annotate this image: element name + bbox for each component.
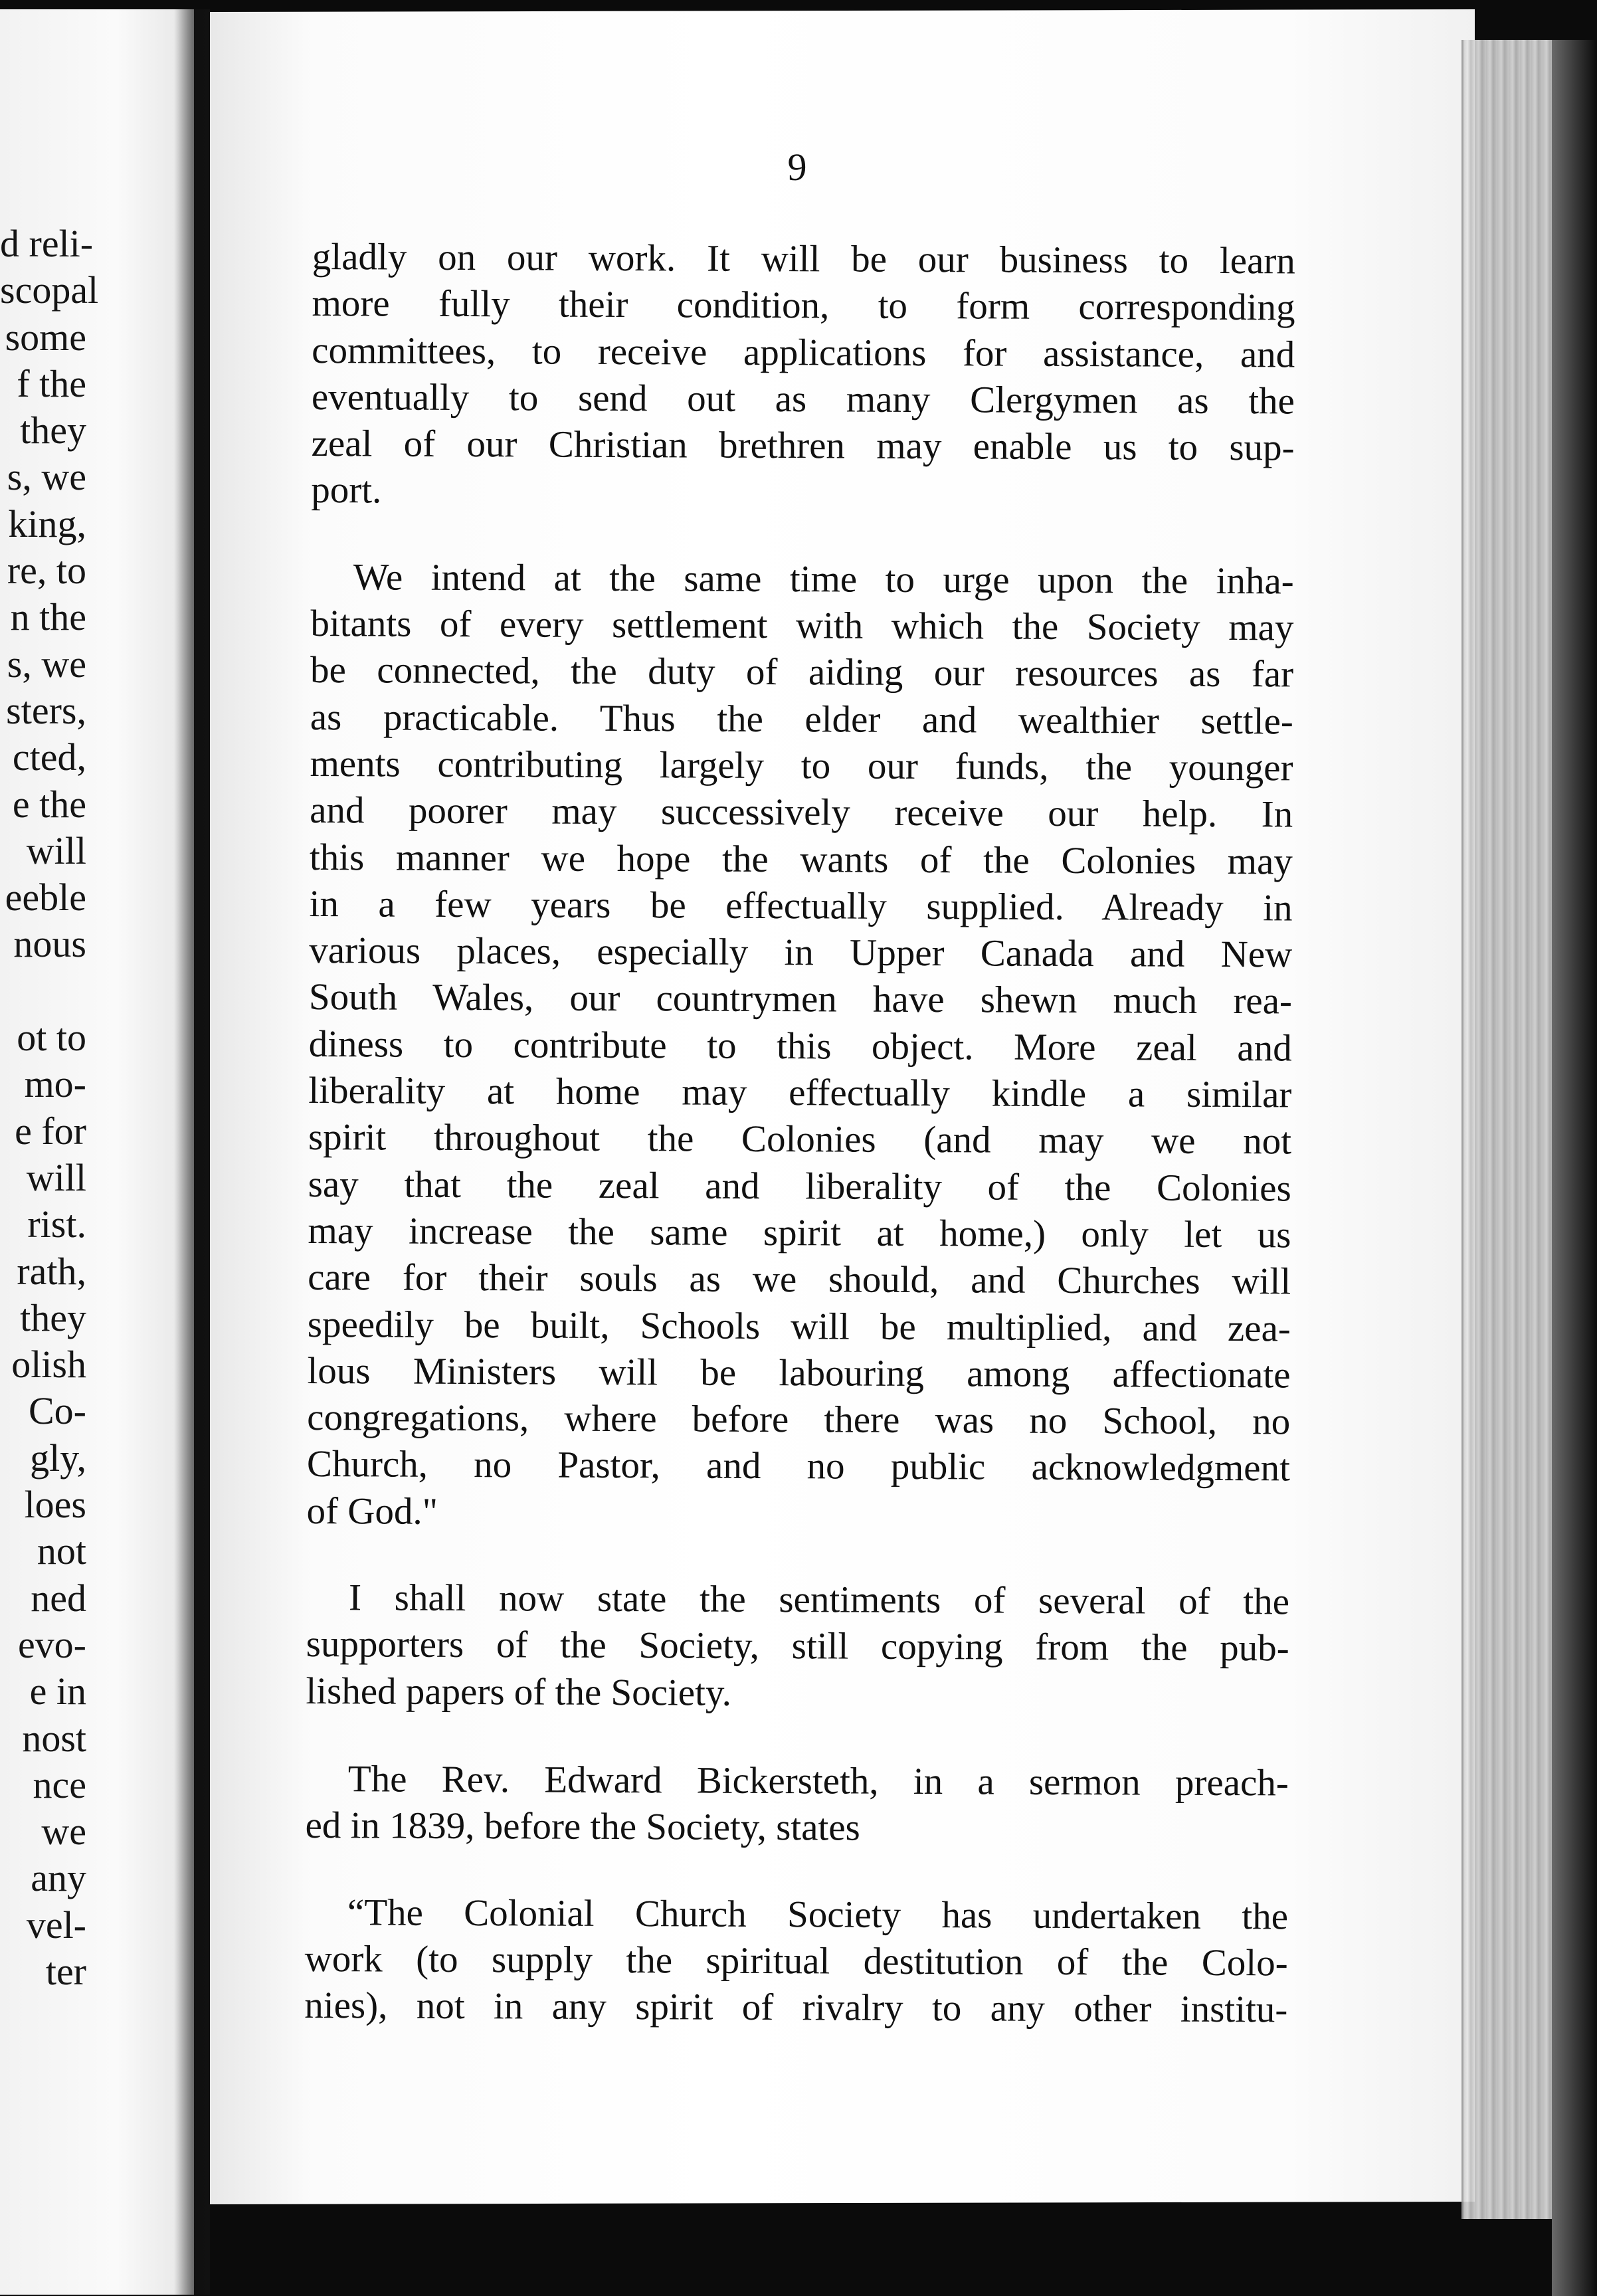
previous-page-fragment-line: sters, <box>6 688 86 732</box>
text-line: I shall now state the sentiments of several of the <box>348 1577 1290 1623</box>
text-line: speedily be built, Schools will be multiplied, and zea- <box>307 1303 1291 1349</box>
text-line: port. <box>311 469 382 512</box>
text-line: committees, to receive applications for assistance, and <box>312 329 1295 376</box>
text-line: eventually to send out as many Clergymen as the <box>311 375 1295 423</box>
text-line: bitants of every settlement with which the Society may <box>310 603 1294 649</box>
previous-page-fragment-line: e the <box>12 782 86 826</box>
page-number: 9 <box>787 145 807 189</box>
previous-page-fragment-line: rath, <box>17 1249 86 1293</box>
previous-page-fragment-line: d reli- <box>0 222 94 265</box>
previous-page-fragment-line: e for <box>15 1109 86 1153</box>
text-line: of God." <box>306 1489 438 1533</box>
previous-page-fragment-line: vel- <box>26 1903 86 1947</box>
previous-page-fragment-line: ned <box>31 1576 86 1620</box>
paragraph-gap <box>311 514 1294 558</box>
text-line: say that the zeal and liberality of the Colonies <box>308 1163 1291 1210</box>
paragraph-quotation <box>304 1889 1288 2033</box>
previous-page-fragment-line: nost <box>22 1716 86 1760</box>
text-line: congregations, where before there was no School, no <box>307 1396 1291 1443</box>
previous-page-fragment-line: ter <box>45 1949 86 1993</box>
text-line: work (to supply the spiritual destitution of the Colo- <box>304 1937 1288 1984</box>
previous-page-fragment-line: loes <box>24 1483 86 1527</box>
text-line: ments contributing largely to our funds, the younger <box>310 742 1293 789</box>
page-edge-shadow <box>1552 40 1597 2296</box>
gutter-shadow <box>174 9 210 2295</box>
paragraph-intent <box>306 554 1293 1539</box>
page-edge-stack <box>1461 40 1556 2219</box>
previous-page-fragment-line: s, we <box>7 642 86 686</box>
text-line: zeal of our Christian brethren may enable us to sup- <box>311 423 1295 469</box>
previous-page-fragment-line: they <box>20 409 86 452</box>
previous-page-fragment-line: f the <box>17 361 86 405</box>
text-line: nies), not in any spirit of rivalry to any other institu- <box>304 1984 1288 2031</box>
previous-page-fragment-line: will <box>26 1155 86 1199</box>
text-line: lous Ministers will be labouring among affectionate <box>307 1349 1291 1396</box>
text-line: care for their souls as we should, and Churches will <box>308 1256 1291 1303</box>
paragraph-sentiments <box>306 1575 1289 1719</box>
paragraph-continuation <box>311 234 1295 518</box>
previous-page-fragment-line: king, <box>8 502 86 545</box>
text-line: and poorer may successively receive our help. In <box>310 789 1293 836</box>
previous-page-fragment-line: gly, <box>30 1436 86 1480</box>
text-line: in a few years be effectually supplied. Already in <box>309 882 1293 929</box>
paragraph-gap <box>306 1715 1289 1760</box>
previous-page-fragment-line: nous <box>13 922 86 966</box>
page-body-text <box>304 234 1295 2034</box>
previous-page-fragment-line: ot to <box>17 1016 86 1060</box>
previous-page-fragment-line: Co- <box>29 1389 86 1433</box>
previous-page-fragment-line: they <box>20 1295 86 1339</box>
text-line: We intend at the same time to urge upon the inha- <box>353 556 1294 603</box>
text-line: Church, no Pastor, and no public acknowledgment <box>306 1443 1291 1489</box>
paragraph-bickersteth <box>305 1756 1289 1854</box>
text-line: more fully their condition, to form corresponding <box>312 282 1295 329</box>
text-line: lished papers of the Society. <box>306 1670 732 1714</box>
previous-page-fragment-line: any <box>31 1856 86 1900</box>
text-line: The Rev. Edward Bickersteth, in a sermon preach- <box>347 1758 1289 1804</box>
previous-page-fragment-line: re, to <box>7 549 86 593</box>
text-line: diness to contribute to this object. More zeal and <box>308 1022 1292 1070</box>
previous-page-fragment-line: n the <box>10 595 86 639</box>
paragraph-gap <box>306 1535 1289 1578</box>
text-line: may increase the same spirit at home,) only let us <box>308 1209 1291 1256</box>
text-line: various places, especially in Upper Canada and New <box>309 929 1293 976</box>
previous-page-fragment-line: some <box>5 315 86 359</box>
paragraph-gap <box>305 1849 1288 1893</box>
previous-page-fragment-line: s, we <box>7 455 86 499</box>
text-line: this manner we hope the wants of the Colonies may <box>309 836 1293 883</box>
previous-page-fragment-line: we <box>41 1810 86 1854</box>
text-line: “The Colonial Church Society has undertaken the <box>347 1891 1289 1937</box>
previous-page-fragment-line <box>0 968 86 1014</box>
text-line: liberality at home may effectually kindle a similar <box>308 1070 1292 1116</box>
previous-page-fragment-line: mo- <box>24 1062 86 1106</box>
previous-page-fragment-line: will <box>26 828 86 872</box>
previous-page-fragment <box>0 9 194 2295</box>
previous-page-fragment-line: evo- <box>17 1622 86 1666</box>
text-line: as practicable. Thus the elder and wealthier settle- <box>310 696 1293 743</box>
previous-page-line-fragments <box>0 221 99 1995</box>
previous-page-fragment-line: cted, <box>12 735 86 779</box>
previous-page-fragment-line: olish <box>11 1343 86 1387</box>
previous-page-fragment-line: scopal <box>0 268 99 312</box>
previous-page-fragment-line: nce <box>33 1763 86 1806</box>
previous-page-fragment-line: eeble <box>5 876 86 919</box>
previous-page-fragment-line: not <box>37 1529 86 1573</box>
text-line: supporters of the Society, still copying from the pub- <box>306 1623 1289 1670</box>
text-line: South Wales, our countrymen have shewn much rea- <box>308 976 1293 1022</box>
previous-page-fragment-line: rist. <box>27 1202 86 1246</box>
previous-page-fragment-line: e in <box>29 1670 86 1713</box>
text-line: gladly on our work. It will be our business to learn <box>312 235 1295 282</box>
text-line: be connected, the duty of aiding our resources as far <box>310 649 1294 696</box>
text-line: ed in 1839, before the Society, states <box>305 1804 860 1849</box>
text-line: spirit throughout the Colonies (and may we not <box>308 1116 1292 1163</box>
